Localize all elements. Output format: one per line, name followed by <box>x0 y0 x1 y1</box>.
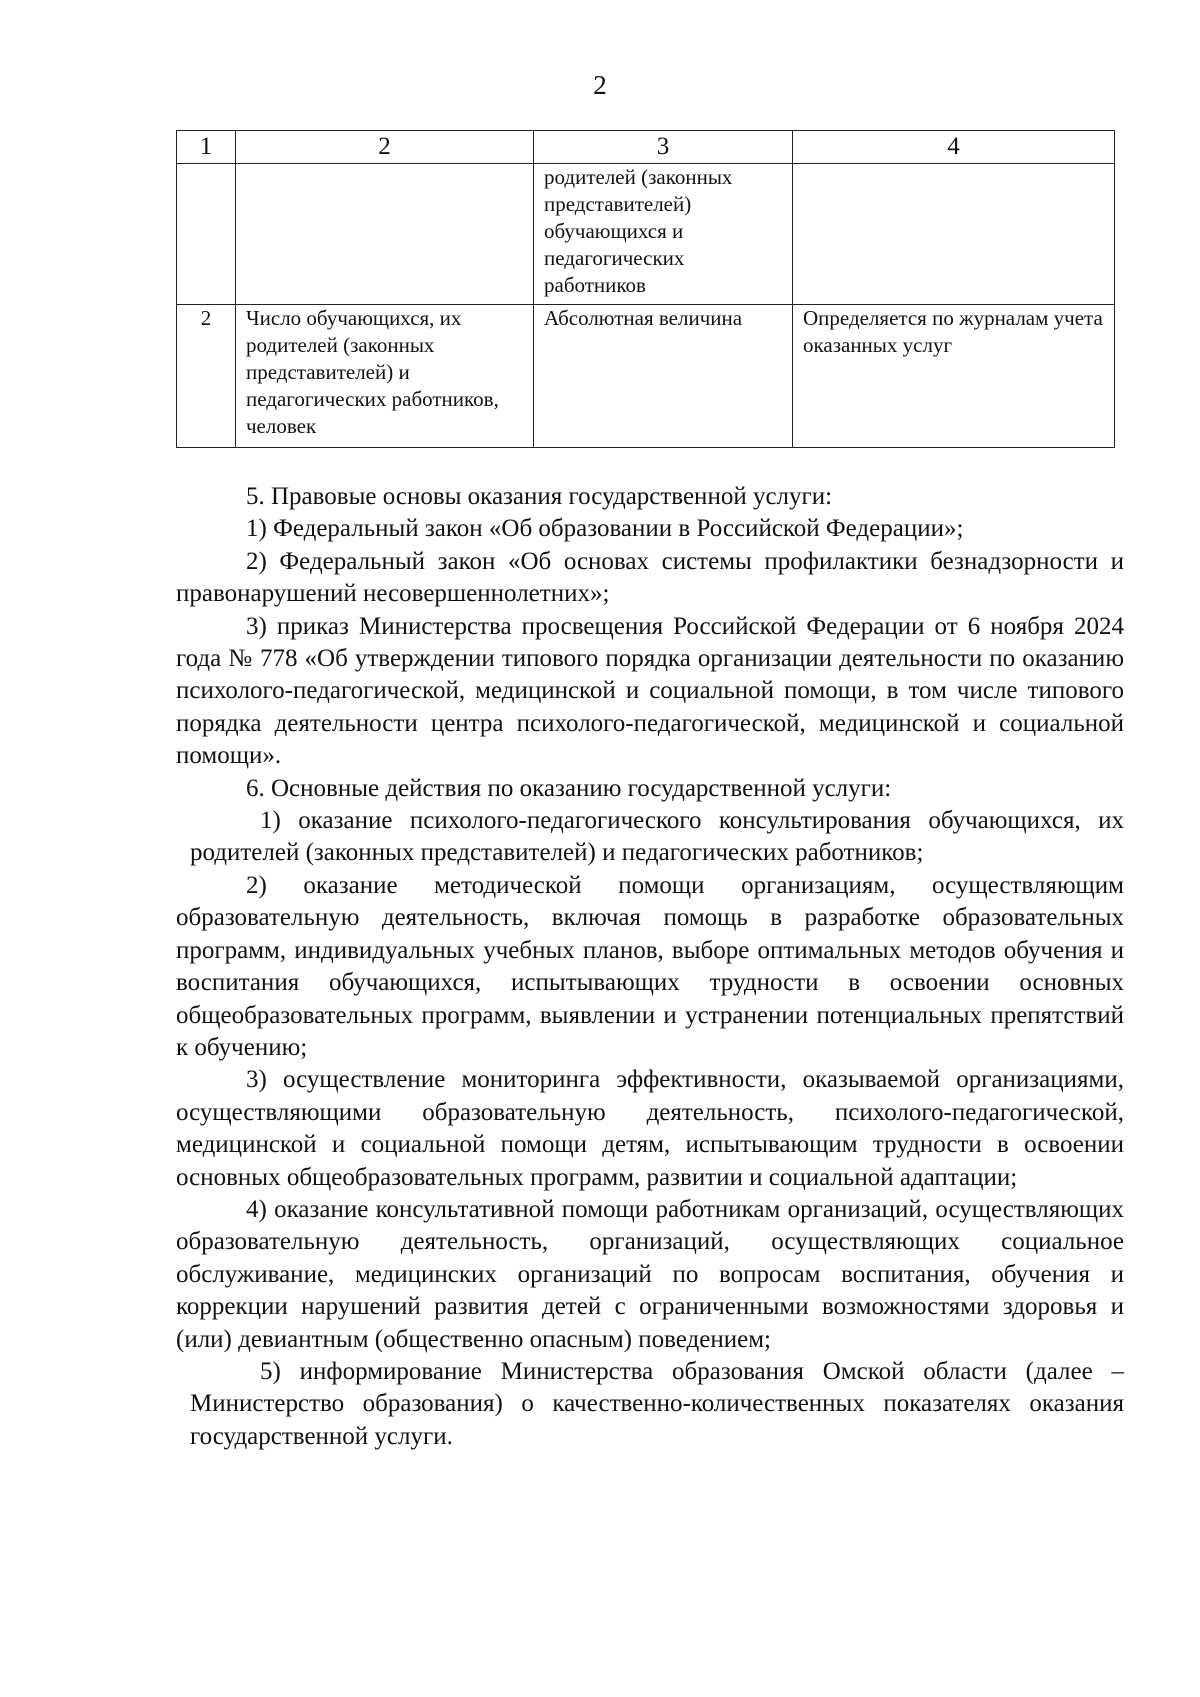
table-header-cell: 3 <box>534 131 793 164</box>
table-header-cell: 1 <box>177 131 236 164</box>
section-6-item: 5) информирование Министерства образования Омской области (далее – Министерство образования) о качественно-количественных показателях оказания государственной услуги. <box>190 1357 1124 1450</box>
section-5-item: 1) Федеральный закон «Об образовании в Российской Федерации»; <box>246 515 964 543</box>
section-6-item: 2) оказание методической помощи организациям, осуществляющим образовательную деятельность, включая помощь в разработке образовательных программ, индивидуальных учебных планов, выборе оптимальных методов обучения и воспитания обучающихся, испытывающих трудности в освоении основных общеобразовательных программ, выявлении и устранении потенциальных препятствий к обучению; <box>176 871 1124 1061</box>
table-cell-unit: Абсолютная величина <box>534 305 793 448</box>
table-cell-method: Определяется по журналам учета оказанных услуг <box>793 305 1115 448</box>
section-5-item: 2) Федеральный закон «Об основах системы профилактики безнадзорности и правонарушений несовершеннолетних»; <box>176 547 1124 608</box>
table-row <box>177 164 1115 305</box>
table-cell-method <box>793 164 1115 305</box>
section-6-heading: 6. Основные действия по оказанию государственной услуги: <box>246 774 892 802</box>
section-5-heading: 5. Правовые основы оказания государственной услуги: <box>246 483 833 510</box>
table-cell-name: Число обучающихся, их родителей (законных представителей) и педагогических работников, человек <box>236 305 534 448</box>
table-cell-num: 2 <box>177 305 236 448</box>
table-cell-num <box>177 164 236 305</box>
section-5-item: 3) приказ Министерства просвещения Российской Федерации от 6 ноября 2024 года № 778 «Об утверждении типового порядка организации деятельности по оказанию психолого-педагогической, медицинской и социальной помощи, в том числе типового порядка деятельности центра психолого-педагогической, медицинской и социальной помощи». <box>176 612 1124 770</box>
table-header-cell: 2 <box>236 131 534 164</box>
indicators-table <box>176 130 1115 448</box>
document-body <box>176 481 1124 1453</box>
page-number: 2 <box>593 70 607 100</box>
table-cell-name <box>236 164 534 305</box>
section-6-item: 3) осуществление мониторинга эффективности, оказываемой организациями, осуществляющими образовательную деятельность, психолого-педагогической, медицинской и социальной помощи детям, испытывающим трудности в освоении основных общеобразовательных программ, развитии и социальной адаптации; <box>176 1066 1124 1191</box>
table-row <box>177 305 1115 448</box>
section-6-item: 1) оказание психолого-педагогического консультирования обучающихся, их родителей (законных представителей) и педагогических работников; <box>190 807 1124 867</box>
table-header-row <box>177 131 1115 164</box>
section-6-item: 4) оказание консультативной помощи работникам организаций, осуществляющих образовательную деятельность, организаций, осуществляющих социальное обслуживание, медицинских организаций по вопросам воспитания, обучения и коррекции нарушений развития детей с ограниченными возможностями здоровья и (или) девиантным (общественно опасным) поведением; <box>176 1195 1124 1353</box>
table-header-cell: 4 <box>793 131 1115 164</box>
table-cell-unit: родителей (законных представителей) обучающихся и педагогических работников <box>534 164 793 305</box>
